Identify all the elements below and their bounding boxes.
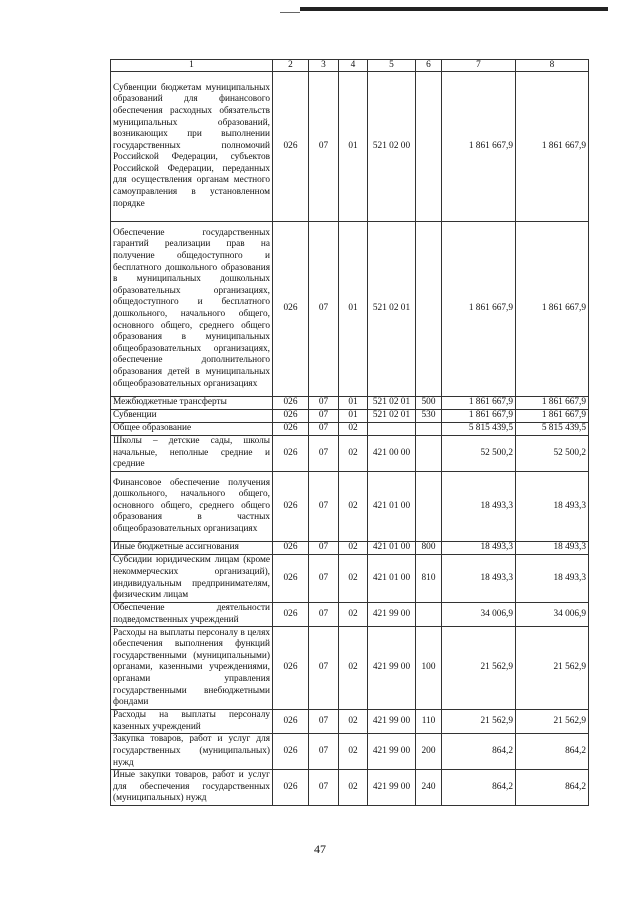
row-c5-cell: 521 02 01 bbox=[368, 410, 416, 423]
header-rule bbox=[300, 7, 608, 11]
row-name-cell: Субвенции bbox=[111, 410, 273, 423]
row-c8-cell: 21 562,9 bbox=[516, 710, 589, 734]
budget-table bbox=[110, 59, 589, 806]
table-row bbox=[111, 72, 589, 222]
row-c4-cell: 01 bbox=[339, 72, 368, 222]
table-row bbox=[111, 472, 589, 542]
row-c7-cell: 1 861 667,9 bbox=[442, 222, 516, 397]
table-body bbox=[111, 72, 589, 806]
row-name-cell: Общее образование bbox=[111, 423, 273, 436]
column-header: 2 bbox=[273, 60, 309, 72]
row-c2-cell: 026 bbox=[273, 436, 309, 472]
row-c5-cell: 521 02 01 bbox=[368, 397, 416, 410]
table-row bbox=[111, 770, 589, 806]
row-c5-cell: 421 99 00 bbox=[368, 627, 416, 710]
row-c8-cell: 21 562,9 bbox=[516, 627, 589, 710]
row-c3-cell: 07 bbox=[309, 397, 339, 410]
row-name-cell: Закупка товаров, работ и услуг для государственных (муниципальных) нужд bbox=[111, 734, 273, 770]
row-c4-cell: 02 bbox=[339, 603, 368, 627]
row-c7-cell: 864,2 bbox=[442, 734, 516, 770]
row-c5-cell: 421 01 00 bbox=[368, 472, 416, 542]
column-header: 6 bbox=[416, 60, 442, 72]
row-c7-cell: 34 006,9 bbox=[442, 603, 516, 627]
column-header: 5 bbox=[368, 60, 416, 72]
row-c6-cell bbox=[416, 72, 442, 222]
table-row bbox=[111, 603, 589, 627]
row-name-cell: Субсидии юридическим лицам (кроме некоммерческих организаций), индивидуальным предпринимателям, физическим лицам bbox=[111, 555, 273, 603]
row-c8-cell: 18 493,3 bbox=[516, 555, 589, 603]
row-c3-cell: 07 bbox=[309, 555, 339, 603]
row-c8-cell: 18 493,3 bbox=[516, 472, 589, 542]
row-c4-cell: 02 bbox=[339, 423, 368, 436]
column-header: 1 bbox=[111, 60, 273, 72]
table-row bbox=[111, 436, 589, 472]
row-c2-cell: 026 bbox=[273, 710, 309, 734]
row-name-cell: Межбюджетные трансферты bbox=[111, 397, 273, 410]
row-name-cell: Субвенции бюджетам муниципальных образований для финансового обеспечения расходных обязательств муниципальных образований, возникающих при выполнении государственных полномочий Российской Федерации, субъектов Российской Федерации, переданных для осуществления органам местного самоуправления в установленном порядке bbox=[111, 72, 273, 222]
row-c2-cell: 026 bbox=[273, 555, 309, 603]
row-c5-cell: 421 01 00 bbox=[368, 555, 416, 603]
table-row bbox=[111, 542, 589, 555]
row-c8-cell: 5 815 439,5 bbox=[516, 423, 589, 436]
row-c4-cell: 01 bbox=[339, 397, 368, 410]
table-row bbox=[111, 423, 589, 436]
row-c2-cell: 026 bbox=[273, 770, 309, 806]
row-c7-cell: 18 493,3 bbox=[442, 542, 516, 555]
page-number: 47 bbox=[314, 842, 326, 856]
table-row bbox=[111, 222, 589, 397]
row-c3-cell: 07 bbox=[309, 72, 339, 222]
row-c5-cell: 421 00 00 bbox=[368, 436, 416, 472]
row-c6-cell bbox=[416, 472, 442, 542]
row-c5-cell: 521 02 00 bbox=[368, 72, 416, 222]
table-row bbox=[111, 410, 589, 423]
table-row bbox=[111, 734, 589, 770]
row-c6-cell bbox=[416, 423, 442, 436]
row-c4-cell: 02 bbox=[339, 436, 368, 472]
row-c5-cell: 421 01 00 bbox=[368, 542, 416, 555]
row-c4-cell: 02 bbox=[339, 627, 368, 710]
row-c6-cell bbox=[416, 436, 442, 472]
row-c4-cell: 02 bbox=[339, 770, 368, 806]
row-c8-cell: 52 500,2 bbox=[516, 436, 589, 472]
row-c2-cell: 026 bbox=[273, 472, 309, 542]
row-c2-cell: 026 bbox=[273, 542, 309, 555]
row-c2-cell: 026 bbox=[273, 397, 309, 410]
row-c6-cell: 240 bbox=[416, 770, 442, 806]
row-c8-cell: 1 861 667,9 bbox=[516, 410, 589, 423]
row-c8-cell: 34 006,9 bbox=[516, 603, 589, 627]
row-c5-cell: 421 99 00 bbox=[368, 770, 416, 806]
row-c7-cell: 21 562,9 bbox=[442, 710, 516, 734]
column-header: 4 bbox=[339, 60, 368, 72]
row-c7-cell: 52 500,2 bbox=[442, 436, 516, 472]
row-name-cell: Расходы на выплаты персоналу в целях обеспечения выполнения функций государственными (муниципальными) органами, казенными учреждениями, органами управления государственными внебюджетными фондами bbox=[111, 627, 273, 710]
row-c2-cell: 026 bbox=[273, 603, 309, 627]
row-c3-cell: 07 bbox=[309, 222, 339, 397]
row-c3-cell: 07 bbox=[309, 710, 339, 734]
table-row bbox=[111, 627, 589, 710]
row-c7-cell: 864,2 bbox=[442, 770, 516, 806]
row-name-cell: Школы – детские сады, школы начальные, неполные средние и средние bbox=[111, 436, 273, 472]
row-c3-cell: 07 bbox=[309, 603, 339, 627]
row-c2-cell: 026 bbox=[273, 222, 309, 397]
row-c6-cell: 530 bbox=[416, 410, 442, 423]
row-c5-cell: 421 99 00 bbox=[368, 734, 416, 770]
row-c2-cell: 026 bbox=[273, 410, 309, 423]
row-c2-cell: 026 bbox=[273, 734, 309, 770]
row-c2-cell: 026 bbox=[273, 72, 309, 222]
row-c2-cell: 026 bbox=[273, 627, 309, 710]
row-name-cell: Иные закупки товаров, работ и услуг для обеспечения государственных (муниципальных) нужд bbox=[111, 770, 273, 806]
row-c7-cell: 1 861 667,9 bbox=[442, 397, 516, 410]
row-c5-cell: 521 02 01 bbox=[368, 222, 416, 397]
row-c3-cell: 07 bbox=[309, 472, 339, 542]
row-c7-cell: 18 493,3 bbox=[442, 472, 516, 542]
row-c7-cell: 21 562,9 bbox=[442, 627, 516, 710]
table-row bbox=[111, 397, 589, 410]
row-c7-cell: 18 493,3 bbox=[442, 555, 516, 603]
row-c4-cell: 02 bbox=[339, 472, 368, 542]
header-rule-thin bbox=[280, 12, 300, 13]
row-c4-cell: 02 bbox=[339, 710, 368, 734]
row-c7-cell: 1 861 667,9 bbox=[442, 410, 516, 423]
row-c3-cell: 07 bbox=[309, 627, 339, 710]
row-name-cell: Обеспечение деятельности подведомственных учреждений bbox=[111, 603, 273, 627]
column-header: 7 bbox=[442, 60, 516, 72]
row-c2-cell: 026 bbox=[273, 423, 309, 436]
row-c3-cell: 07 bbox=[309, 410, 339, 423]
row-c8-cell: 1 861 667,9 bbox=[516, 72, 589, 222]
row-c4-cell: 02 bbox=[339, 542, 368, 555]
row-c6-cell: 500 bbox=[416, 397, 442, 410]
column-header: 3 bbox=[309, 60, 339, 72]
row-c5-cell: 421 99 00 bbox=[368, 603, 416, 627]
row-name-cell: Обеспечение государственных гарантий реализации прав на получение общедоступного и бесплатного дошкольного образования в муниципальных дошкольных образовательных организациях, общедоступного и бесплатного дошкольного, начального общего, основного общего, среднего общего образования в муниципальных общеобразовательных организациях, обеспечение дополнительного образования детей в муниципальных общеобразовательных организациях bbox=[111, 222, 273, 397]
row-c7-cell: 5 815 439,5 bbox=[442, 423, 516, 436]
row-c6-cell bbox=[416, 222, 442, 397]
row-c6-cell bbox=[416, 603, 442, 627]
row-c8-cell: 864,2 bbox=[516, 734, 589, 770]
row-c6-cell: 810 bbox=[416, 555, 442, 603]
row-c5-cell: 421 99 00 bbox=[368, 710, 416, 734]
row-c8-cell: 1 861 667,9 bbox=[516, 222, 589, 397]
row-c5-cell bbox=[368, 423, 416, 436]
row-c3-cell: 07 bbox=[309, 423, 339, 436]
row-c3-cell: 07 bbox=[309, 734, 339, 770]
row-c8-cell: 1 861 667,9 bbox=[516, 397, 589, 410]
table-row bbox=[111, 710, 589, 734]
row-c8-cell: 18 493,3 bbox=[516, 542, 589, 555]
row-name-cell: Иные бюджетные ассигнования bbox=[111, 542, 273, 555]
row-c3-cell: 07 bbox=[309, 542, 339, 555]
row-c3-cell: 07 bbox=[309, 436, 339, 472]
row-c4-cell: 01 bbox=[339, 222, 368, 397]
row-c4-cell: 01 bbox=[339, 410, 368, 423]
row-c6-cell: 110 bbox=[416, 710, 442, 734]
row-name-cell: Финансовое обеспечение получения дошкольного, начального общего, основного общего, среднего общего образования в частных общеобразовательных организациях bbox=[111, 472, 273, 542]
row-name-cell: Расходы на выплаты персоналу казенных учреждений bbox=[111, 710, 273, 734]
row-c7-cell: 1 861 667,9 bbox=[442, 72, 516, 222]
column-header: 8 bbox=[516, 60, 589, 72]
row-c3-cell: 07 bbox=[309, 770, 339, 806]
table-row bbox=[111, 555, 589, 603]
row-c8-cell: 864,2 bbox=[516, 770, 589, 806]
row-c4-cell: 02 bbox=[339, 734, 368, 770]
table-header-row bbox=[111, 60, 589, 72]
row-c6-cell: 800 bbox=[416, 542, 442, 555]
row-c6-cell: 100 bbox=[416, 627, 442, 710]
row-c4-cell: 02 bbox=[339, 555, 368, 603]
row-c6-cell: 200 bbox=[416, 734, 442, 770]
